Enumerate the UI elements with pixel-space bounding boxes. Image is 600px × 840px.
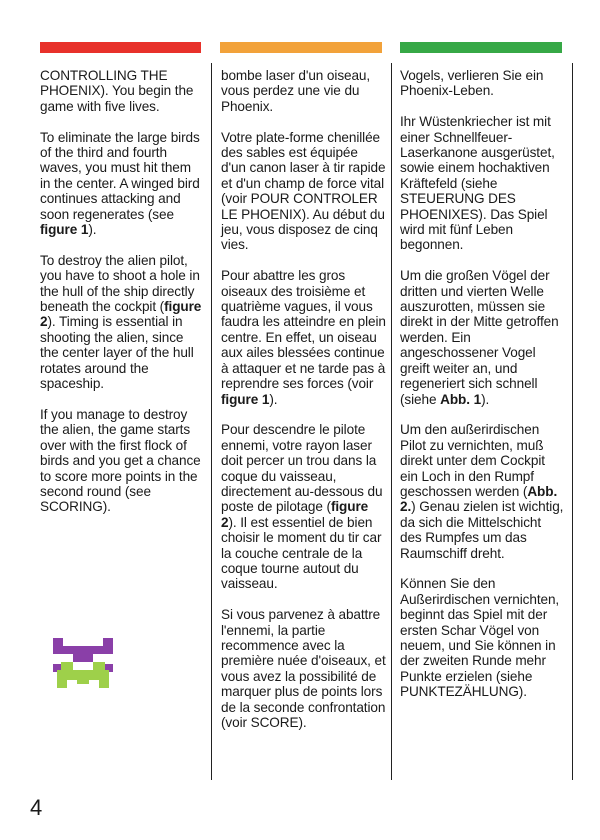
text-run: ) Genau zielen ist wichtig, da sich die Mittelschicht des Rumpfes um das Raumschiff dreht. xyxy=(400,499,564,561)
color-bar-french xyxy=(220,42,382,53)
column-divider xyxy=(211,63,212,780)
text-run: To destroy the alien pilot, you have to shoot a hole in the hull of the ship directly beneath the cockpit ( xyxy=(40,252,200,315)
phoenix-bird-sprite-icon xyxy=(53,638,113,688)
color-bar-german xyxy=(400,42,562,53)
text-run: Si vous parvenez à abattre l'ennemi, la partie recommence avec la première nuée d'oiseaux, et vous avez la possibilité de marquer plus de points lors de la seconde confrontation (voir SCORE). xyxy=(221,607,386,730)
paragraph xyxy=(400,422,566,561)
page-number: 4 xyxy=(30,795,43,820)
text-run: Ihr Wüstenkriecher ist mit einer Schnellfeuer-Laserkanone ausgerüstet, sowie einem hochaktiven Kräftefeld (siehe STEUERUNG DES PHOENIXES). Das Spiel wird mit fünf Leben begonnen. xyxy=(400,114,555,253)
text-run: ). xyxy=(269,391,278,407)
text-run: bombe laser d'un oiseau, vous perdez une vie du Phoenix. xyxy=(221,68,371,114)
text-run: Können Sie den Außerirdischen vernichten, beginnt das Spiel mit der ersten Schar Vögel von neuem, und Sie können in der zweiten Runde mehr Punkte erzielen (siehe PUNKTEZÄHLUNG). xyxy=(400,576,560,700)
figure-reference: figure 2 xyxy=(221,499,369,530)
paragraph xyxy=(40,253,205,392)
paragraph xyxy=(221,68,386,114)
paragraph xyxy=(40,68,205,114)
paragraph xyxy=(400,576,566,699)
text-run: Um den außerirdischen Pilot zu vernichten, muß direkt unter dem Cockpit ein Loch in den Rumpf geschossen werden ( xyxy=(400,422,545,499)
paragraph xyxy=(400,114,566,253)
sprite-green-bottom xyxy=(57,662,109,688)
figure-reference: figure 2 xyxy=(40,299,202,330)
text-run: Pour descendre le pilote ennemi, votre rayon laser doit percer un trou dans la coque du vaisseau, directement au-dessous du poste de pilotage ( xyxy=(221,422,383,515)
text-run: Pour abattre les gros oiseaux des troisième et quatrième vagues, il vous faudra les atteindre en plein centre. En effet, un oiseau aux ailes blessées continue à attaquer et ne tarde pas à reprendre ses forces (voir xyxy=(221,268,386,392)
color-bar-english xyxy=(40,42,201,53)
paragraph xyxy=(400,68,566,99)
text-run: CONTROLLING THE PHOENIX). You begin the game with five lives. xyxy=(40,68,194,114)
text-run: Vogels, verlieren Sie ein Phoenix-Leben. xyxy=(400,68,544,99)
paragraph xyxy=(221,268,386,407)
paragraph xyxy=(40,130,205,238)
figure-reference: figure 1 xyxy=(221,391,270,407)
paragraph xyxy=(400,268,566,407)
figure-reference: Abb. 1 xyxy=(440,391,482,407)
text-run: Votre plate-forme chenillée des sables est équipée d'un canon laser à tir rapide et d'un champ de force vital (voir POUR CONTROLER LE PHOENIX). Au début du jeu, vous disposez de cinq vies. xyxy=(221,129,386,253)
figure-reference: Abb. 2. xyxy=(400,483,558,515)
text-run: Um die großen Vögel der dritten und vierten Welle auszurotten, müssen sie direkt in der Mitte getroffen werden. Ein angeschossener Vogel greift weiter an, und regeneriert sich schnell (siehe xyxy=(400,268,559,407)
text-run: ). xyxy=(481,391,490,407)
english-column xyxy=(40,68,205,530)
paragraph xyxy=(221,422,386,591)
text-run: If you manage to destroy the alien, the game starts over with the first flock of birds and you get a chance to score more points in the second round (see SCORING). xyxy=(40,406,201,515)
paragraph xyxy=(221,130,386,253)
paragraph xyxy=(221,607,386,730)
column-divider xyxy=(391,63,392,780)
text-run: ). Timing is essential in shooting the alien, since the center layer of the hull rotates around the spaceship. xyxy=(40,314,194,392)
german-column xyxy=(400,68,566,715)
figure-reference: figure 1 xyxy=(40,222,89,238)
french-column xyxy=(221,68,386,746)
text-run: ). Il est essentiel de bien choisir le moment du tir car la couche centrale de la coque tourne autout du vaisseau. xyxy=(221,514,382,592)
text-run: To eliminate the large birds of the third and fourth waves, you must hit them in the center. A winged bird continues attacking and soon regenerates (see xyxy=(40,129,200,222)
text-run: ). xyxy=(88,222,97,238)
paragraph xyxy=(40,407,205,515)
column-divider xyxy=(572,63,573,780)
